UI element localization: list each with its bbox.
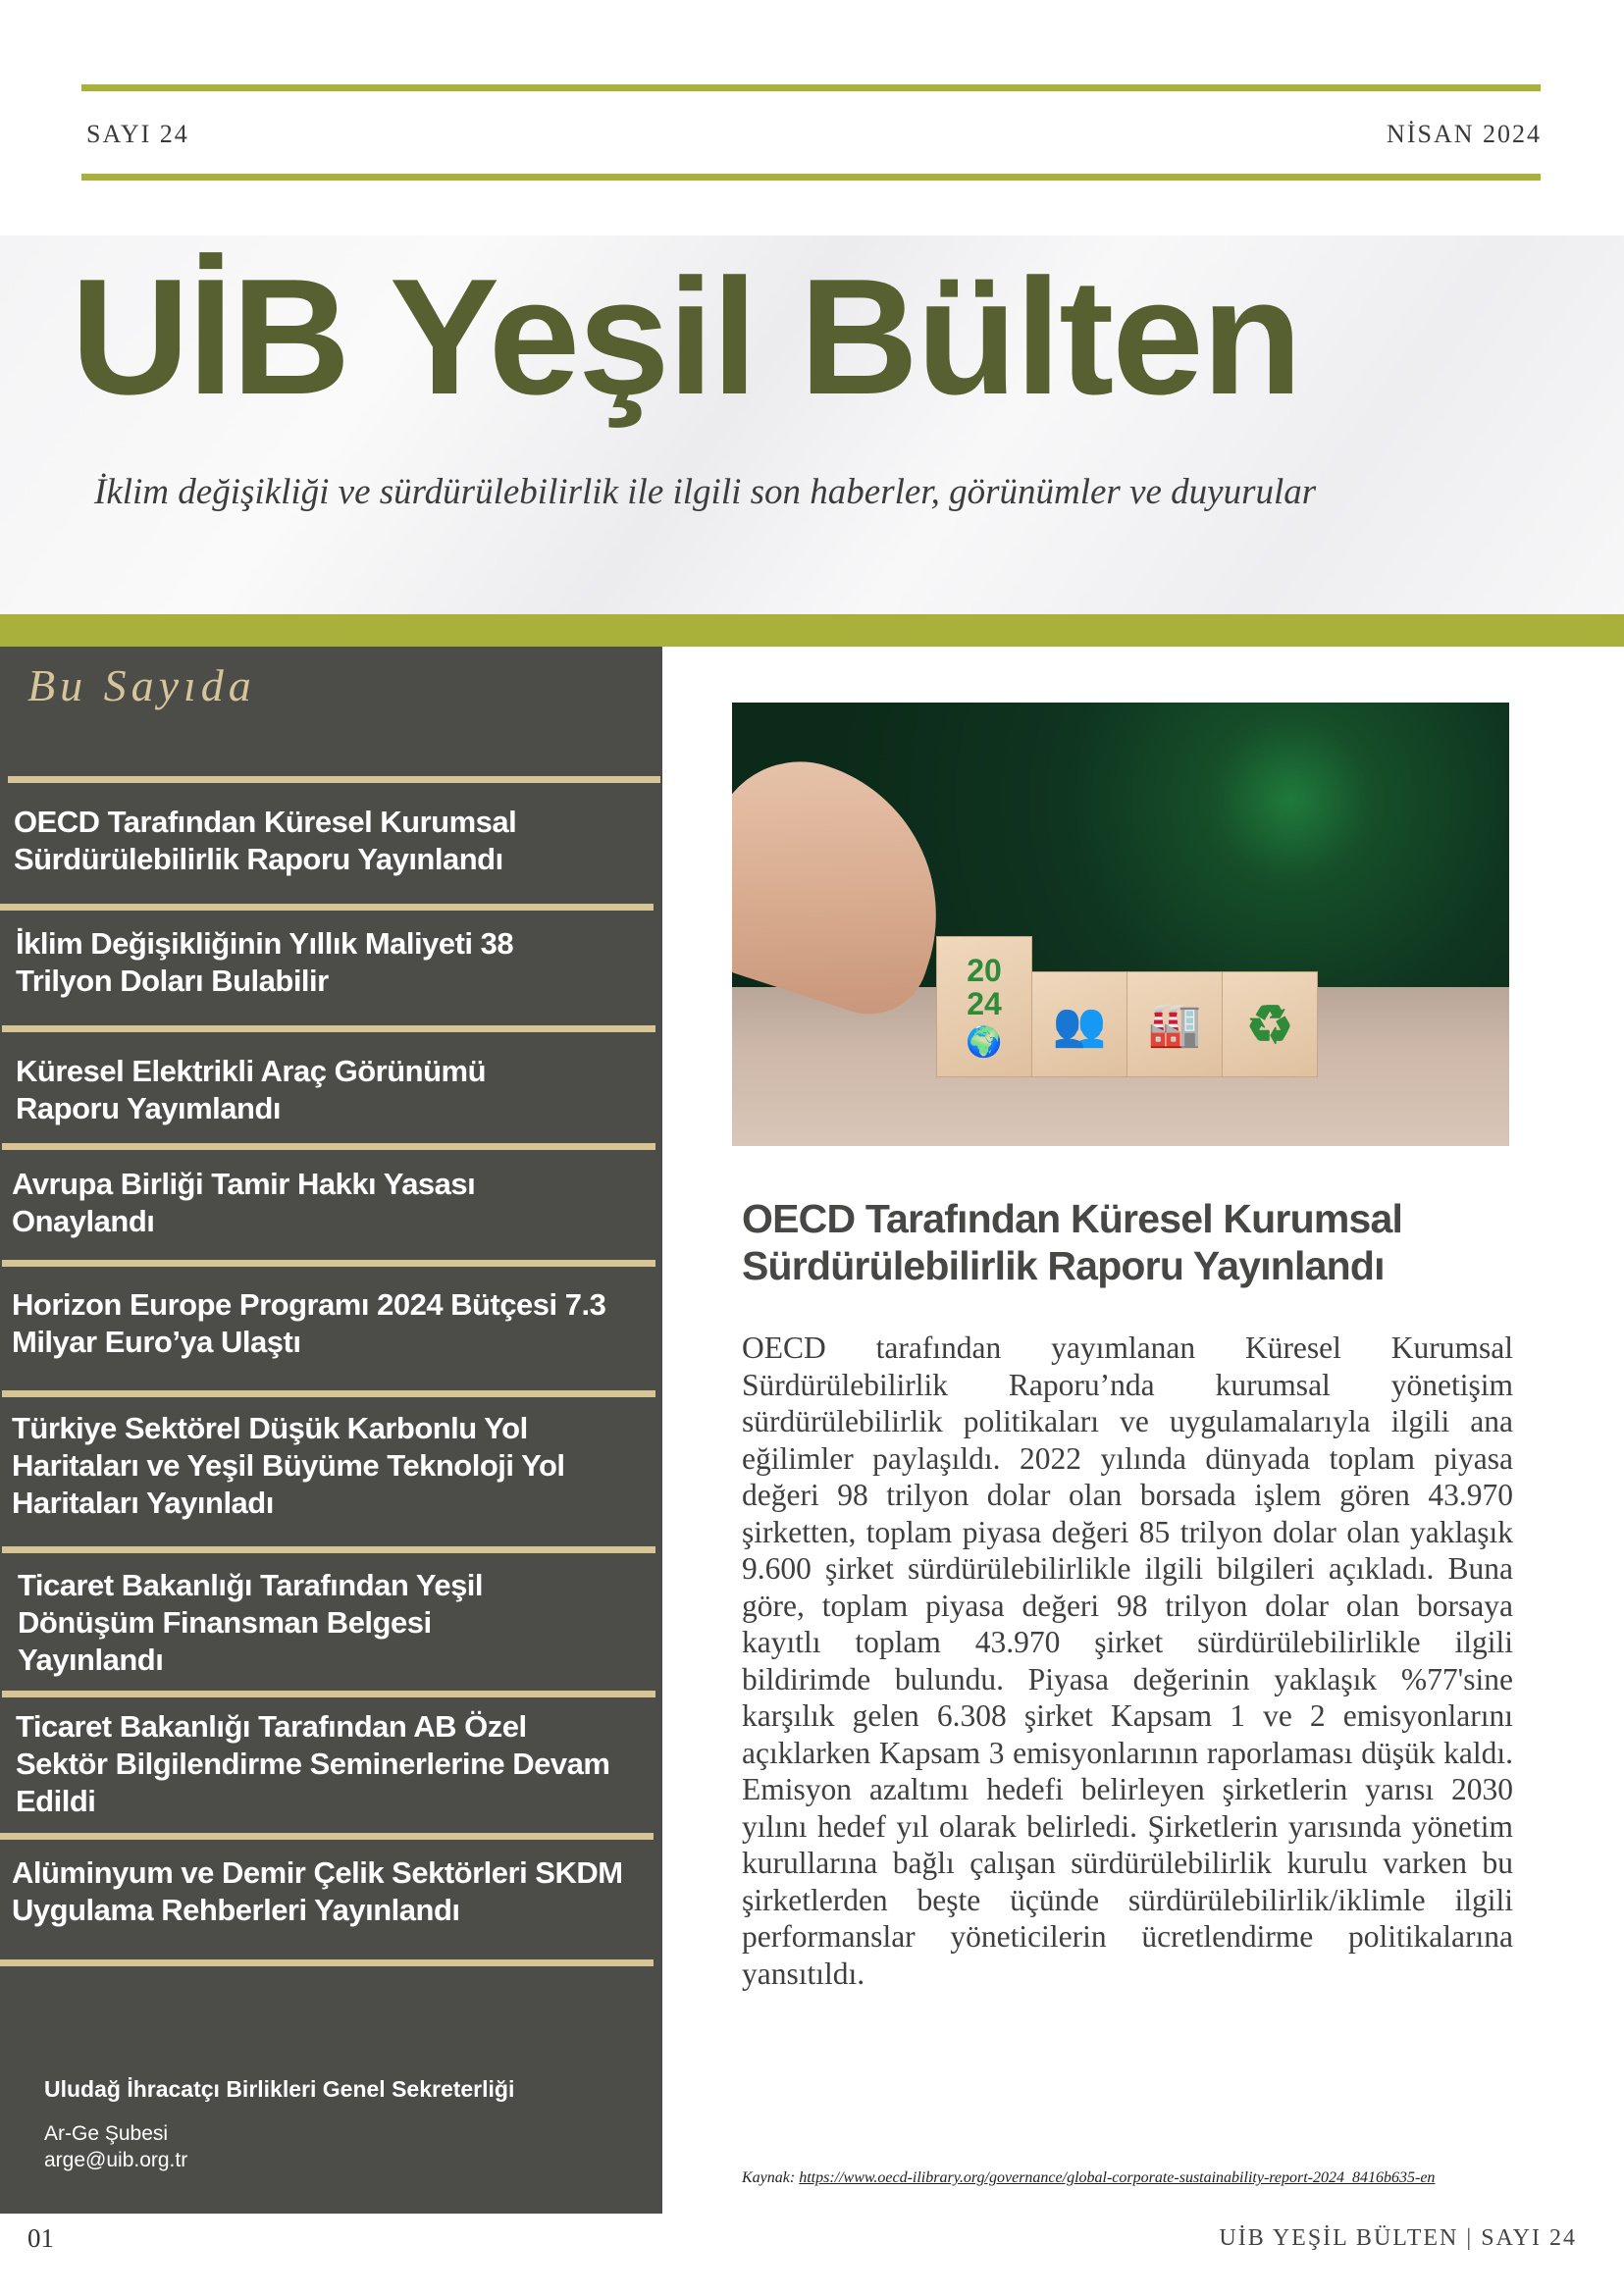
article-headline: OECD Tarafından Küresel Kurumsal Sürdürülebilirlik Raporu Yayınlandı	[742, 1196, 1403, 1288]
cube-year-top: 20	[967, 953, 1002, 988]
toc-item-eu-seminars[interactable]: Ticaret Bakanlığı Tarafından AB Özel Sektör Bilgilendirme Seminerlerine Devam Edildi	[16, 1709, 610, 1818]
sidebar-heading: Bu Sayıda	[27, 660, 256, 710]
bottom-rule	[81, 174, 1541, 181]
toc-item-oecd-report[interactable]: OECD Tarafından Küresel Kurumsal Sürdürülebilirlik Raporu Yayınlandı	[14, 805, 517, 876]
issue-date: NİSAN 2024	[1387, 120, 1542, 148]
newsletter-title: UİB Yeşil Bülten	[71, 244, 1301, 429]
source-link[interactable]: https://www.oecd-ilibrary.org/governance/global-corporate-sustainability-report-2024_8416b635-en	[799, 2169, 1436, 2186]
toc-item-skdm-guides[interactable]: Alüminyum ve Demir Çelik Sektörleri SKDM Uygulama Rehberleri Yayınlandı	[12, 1855, 623, 1927]
top-rule	[81, 84, 1541, 91]
cube-people	[1031, 971, 1127, 1077]
article-source	[742, 2168, 1448, 2187]
green-band	[0, 614, 1624, 647]
toc-item-green-finance[interactable]: Ticaret Bakanlığı Tarafından Yeşil Dönüşüm Finansman Belgesi Yayınlandı	[18, 1568, 484, 1677]
footer-publication: UİB YEŞİL BÜLTEN | SAYI 24	[1219, 2225, 1577, 2251]
article-photo	[732, 703, 1509, 1146]
toc-divider	[0, 1833, 654, 1840]
toc-item-horizon-europe[interactable]: Horizon Europe Programı 2024 Bütçesi 7.3 Milyar Euro’ya Ulaştı	[12, 1287, 606, 1359]
toc-divider	[2, 1546, 655, 1553]
globe-hands-icon: 🌍	[966, 1026, 1003, 1059]
article-body: OECD tarafından yayımlanan Küresel Kurumsal Sürdürülebilirlik Raporu’nda kurumsal yönetişim sürdürülebilirlik politikaları ve uygulamalarıyla ilgili ana eğilimler paylaşıldı. 2022 yılında dünyada toplam piyasa değeri 98 trilyon dolar olan borsada işlem gören 43.970 şirketten, toplam piyasa değeri 85 trilyon dolar olan yaklaşık 9.600 şirket sürdürülebilirlikle ilgili bilgileri açıkladı. Buna göre, toplam piyasa değeri 98 trilyon dolar olan borsaya kayıtlı toplam 43.970 şirket sürdürülebilirlikle ilgili bildirimde bulundu. Piyasa değerinin yaklaşık %77'sine karşılık gelen 6.308 şirket Kapsam 1 ve 2 emisyonlarını açıklarken Kapsam 3 emisyonlarının raporlaması düşük kaldı. Emisyon azaltımı hedefi belirleyen şirketlerin yarısı 2030 yılını hedef yıl olarak belirledi. Şirketlerin yarısında yönetim kurullarına bağlı çalışan sürdürülebilirlik kurulu varken bu şirketlerden beşte üçünde sürdürülebilirlik/iklimle ilgili performanslar yöneticilerin ücretlendirme politikalarına yansıtıldı.	[742, 1331, 1513, 1991]
people-icon: 👥	[1052, 1001, 1107, 1049]
toc-divider	[2, 1691, 655, 1697]
organization-name: Uludağ İhracatçı Birlikleri Genel Sekreterliği	[44, 2076, 515, 2102]
toc-item-climate-cost[interactable]: İklim Değişikliğinin Yıllık Maliyeti 38 Trilyon Doları Bulabilir	[16, 926, 514, 998]
source-label: Kaynak:	[742, 2169, 800, 2186]
department-name: Ar-Ge Şubesi	[44, 2122, 169, 2145]
toc-divider	[2, 1390, 655, 1397]
toc-divider	[0, 1959, 654, 1966]
toc-divider	[2, 1143, 655, 1150]
newsletter-subtitle: İklim değişikliği ve sürdürülebilirlik ile ilgili son haberler, görünümler ve duyurular	[94, 472, 1317, 512]
toc-item-turkey-roadmaps[interactable]: Türkiye Sektörel Düşük Karbonlu Yol Haritaları ve Yeşil Büyüme Teknoloji Yol Haritaları Yayınladı	[12, 1411, 565, 1520]
contact-email[interactable]: arge@uib.org.tr	[44, 2149, 188, 2171]
issue-number: SAYI 24	[86, 120, 189, 148]
recycle-icon: ♻	[1245, 995, 1294, 1055]
cube-year-bottom: 24	[967, 986, 1002, 1021]
page-number: 01	[27, 2223, 54, 2253]
toc-divider	[0, 904, 654, 911]
cube-2024	[936, 936, 1032, 1077]
toc-divider	[2, 1260, 655, 1267]
toc-divider	[2, 1025, 655, 1032]
toc-divider	[8, 776, 660, 783]
factory-icon: 🏭	[1147, 1001, 1202, 1049]
toc-item-ev-outlook[interactable]: Küresel Elektrikli Araç Görünümü Raporu Yayımlandı	[16, 1054, 487, 1125]
cube-factory	[1126, 971, 1223, 1077]
toc-item-right-to-repair[interactable]: Avrupa Birliği Tamir Hakkı Yasası Onaylandı	[12, 1167, 476, 1238]
cube-recycle	[1222, 971, 1318, 1077]
